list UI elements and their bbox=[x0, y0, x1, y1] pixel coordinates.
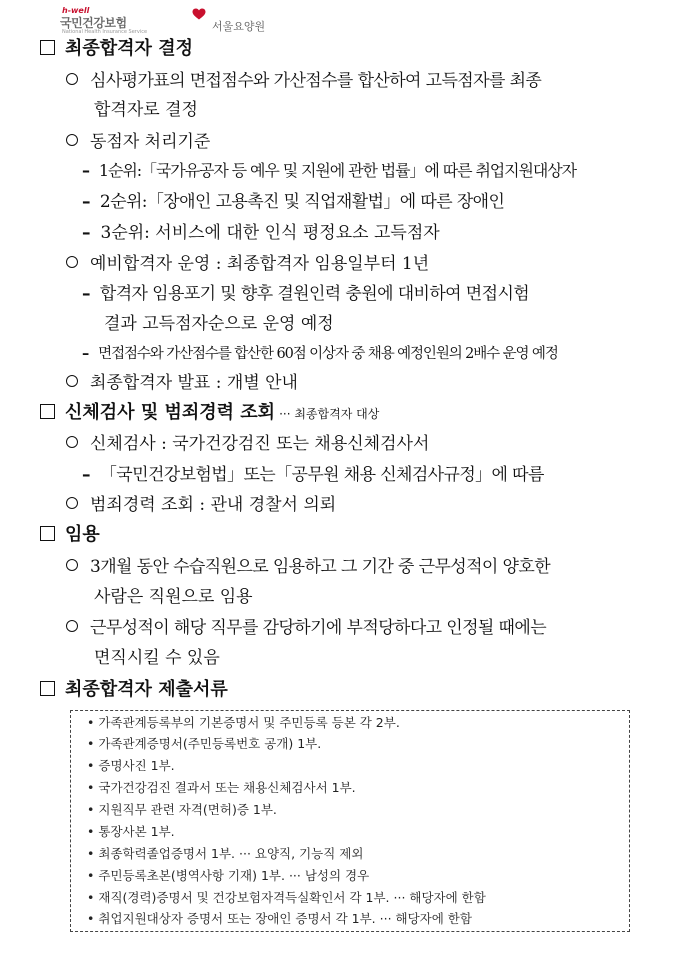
nhis-logo bbox=[60, 6, 266, 36]
list-item bbox=[66, 556, 550, 578]
section-heading-appoint bbox=[40, 524, 100, 546]
list-item bbox=[66, 433, 429, 455]
circle-bullet-icon bbox=[66, 436, 78, 448]
item-text: 2순위:「장애인 고용촉진 및 직업재활법」에 따른 장애인 bbox=[99, 192, 505, 212]
list-item-continuation: 합격자로 결정 bbox=[94, 100, 198, 120]
document-item-text: 국가건강검진 결과서 또는 채용신체검사서 1부. bbox=[98, 780, 356, 795]
circle-bullet-icon bbox=[66, 375, 78, 387]
document-item-text: 가족관계증명서(주민등록번호 공개) 1부. bbox=[98, 736, 322, 751]
document-list-box bbox=[70, 710, 630, 932]
list-item bbox=[66, 131, 210, 153]
circle-bullet-icon bbox=[66, 134, 78, 146]
document-item bbox=[87, 868, 369, 884]
item-text: 예비합격자 운영 : 최종합격자 임용일부터 1년 bbox=[90, 254, 430, 274]
bullet-dot: • bbox=[87, 890, 95, 905]
circle-bullet-icon bbox=[66, 497, 78, 509]
item-text: 신체검사 : 국가건강검진 또는 채용신체검사서 bbox=[90, 434, 430, 454]
document-item bbox=[87, 758, 175, 774]
document-item-text: 재직(경력)증명서 및 건강보험자격득실확인서 각 1부. ··· 해당자에 한함 bbox=[98, 890, 486, 905]
document-item bbox=[87, 890, 486, 906]
circle-bullet-icon bbox=[66, 559, 78, 571]
circle-bullet-icon bbox=[66, 620, 78, 632]
item-text: 1순위:「국가유공자 등 예우 및 지원에 관한 법률」에 따른 취업지원대상자 bbox=[98, 161, 576, 180]
document-item bbox=[87, 736, 321, 752]
section-note: ··· 최종합격자 대상 bbox=[279, 407, 380, 421]
bullet-dot: • bbox=[87, 780, 95, 795]
list-item bbox=[66, 253, 429, 275]
checkbox-square-icon bbox=[40, 526, 55, 541]
section-title: 최종합격자 제출서류 bbox=[65, 679, 228, 700]
dash-bullet: – bbox=[82, 284, 90, 304]
circle-bullet-icon bbox=[66, 256, 78, 268]
document-item-text: 증명사진 1부. bbox=[98, 758, 175, 773]
bullet-dot: • bbox=[87, 736, 95, 751]
logo-subtitle: National Health Insurance Service bbox=[62, 29, 148, 35]
list-item bbox=[66, 617, 546, 639]
bullet-dot: • bbox=[87, 758, 95, 773]
sub-item bbox=[82, 464, 544, 486]
checkbox-square-icon bbox=[40, 40, 55, 55]
bullet-dot: • bbox=[87, 911, 95, 926]
bullet-dot: • bbox=[87, 846, 95, 861]
document-item-text: 최종학력졸업증명서 1부. ··· 요양직, 기능직 제외 bbox=[98, 846, 364, 861]
dash-bullet: – bbox=[82, 223, 91, 243]
checkbox-square-icon bbox=[40, 404, 55, 419]
bullet-dot: • bbox=[87, 868, 95, 883]
checkbox-square-icon bbox=[40, 681, 55, 696]
dash-bullet: – bbox=[82, 192, 90, 212]
sub-item bbox=[82, 160, 576, 182]
item-text: 범죄경력 조회 : 관내 경찰서 의뢰 bbox=[90, 495, 337, 515]
list-item bbox=[66, 372, 298, 394]
dash-bullet: – bbox=[82, 346, 89, 362]
document-item-text: 취업지원대상자 증명서 또는 장애인 증명서 각 1부. ··· 해당자에 한함 bbox=[98, 911, 472, 926]
document-item bbox=[87, 780, 356, 796]
sub-item bbox=[82, 222, 440, 244]
item-text: 3순위: 서비스에 대한 인식 평정요소 고득점자 bbox=[100, 223, 440, 243]
sub-item bbox=[82, 191, 504, 213]
section-title: 최종합격자 결정 bbox=[65, 38, 193, 59]
document-item-text: 통장사본 1부. bbox=[98, 824, 175, 839]
document-item-text: 지원직무 관련 자격(면허)증 1부. bbox=[98, 802, 277, 817]
sub-item-continuation: 결과 고득점자순으로 운영 예정 bbox=[104, 314, 334, 334]
document-item bbox=[87, 802, 277, 818]
circle-bullet-icon bbox=[66, 73, 78, 85]
dash-bullet: – bbox=[82, 465, 90, 485]
heart-icon bbox=[192, 8, 206, 20]
list-item bbox=[66, 70, 541, 92]
list-item-continuation: 면직시킬 수 있음 bbox=[94, 648, 220, 668]
item-text: 동점자 처리기준 bbox=[90, 132, 211, 152]
section-heading-final bbox=[40, 38, 193, 60]
document-item bbox=[87, 846, 363, 862]
section-title: 임용 bbox=[65, 524, 100, 545]
item-text: 「국민건강보험법」또는「공무원 채용 신체검사규정」에 따름 bbox=[99, 465, 544, 485]
document-item bbox=[87, 911, 472, 927]
document-item-text: 주민등록초본(병역사항 기재) 1부. ··· 남성의 경우 bbox=[98, 868, 370, 883]
document-item-text: 가족관계등록부의 기본증명서 및 주민등록 등본 각 2부. bbox=[98, 715, 400, 730]
dash-bullet: – bbox=[82, 161, 89, 180]
item-text: 면접점수와 가산점수를 합산한 60점 이상자 중 채용 예정인원의 2배수 운영 예정 bbox=[98, 346, 558, 362]
section-heading-check bbox=[40, 402, 379, 425]
bullet-dot: • bbox=[87, 802, 95, 817]
item-text: 합격자 임용포기 및 향후 결원인력 충원에 대비하여 면접시험 bbox=[99, 284, 530, 304]
logo-branch-name: 서울요양원 bbox=[212, 20, 266, 33]
list-item bbox=[66, 494, 336, 516]
logo-org-name: 국민건강보험 bbox=[60, 16, 127, 30]
sub-item bbox=[82, 343, 558, 365]
item-text: 3개월 동안 수습직원으로 임용하고 그 기간 중 근무성적이 양호한 bbox=[90, 557, 551, 577]
document-item bbox=[87, 715, 400, 731]
item-text: 최종합격자 발표 : 개별 안내 bbox=[90, 373, 298, 393]
bullet-dot: • bbox=[87, 824, 95, 839]
document-item bbox=[87, 824, 175, 840]
bullet-dot: • bbox=[87, 715, 95, 730]
logo-hwell-text: h-well bbox=[62, 6, 90, 15]
section-title: 신체검사 및 범죄경력 조회 bbox=[65, 402, 276, 423]
list-item-continuation: 사람은 직원으로 임용 bbox=[94, 587, 253, 607]
section-heading-docs bbox=[40, 679, 228, 701]
sub-item bbox=[82, 283, 529, 305]
item-text: 근무성적이 해당 직무를 감당하기에 부적당하다고 인정될 때에는 bbox=[90, 618, 547, 638]
item-text: 심사평가표의 면접점수와 가산점수를 합산하여 고득점자를 최종 bbox=[90, 71, 542, 91]
